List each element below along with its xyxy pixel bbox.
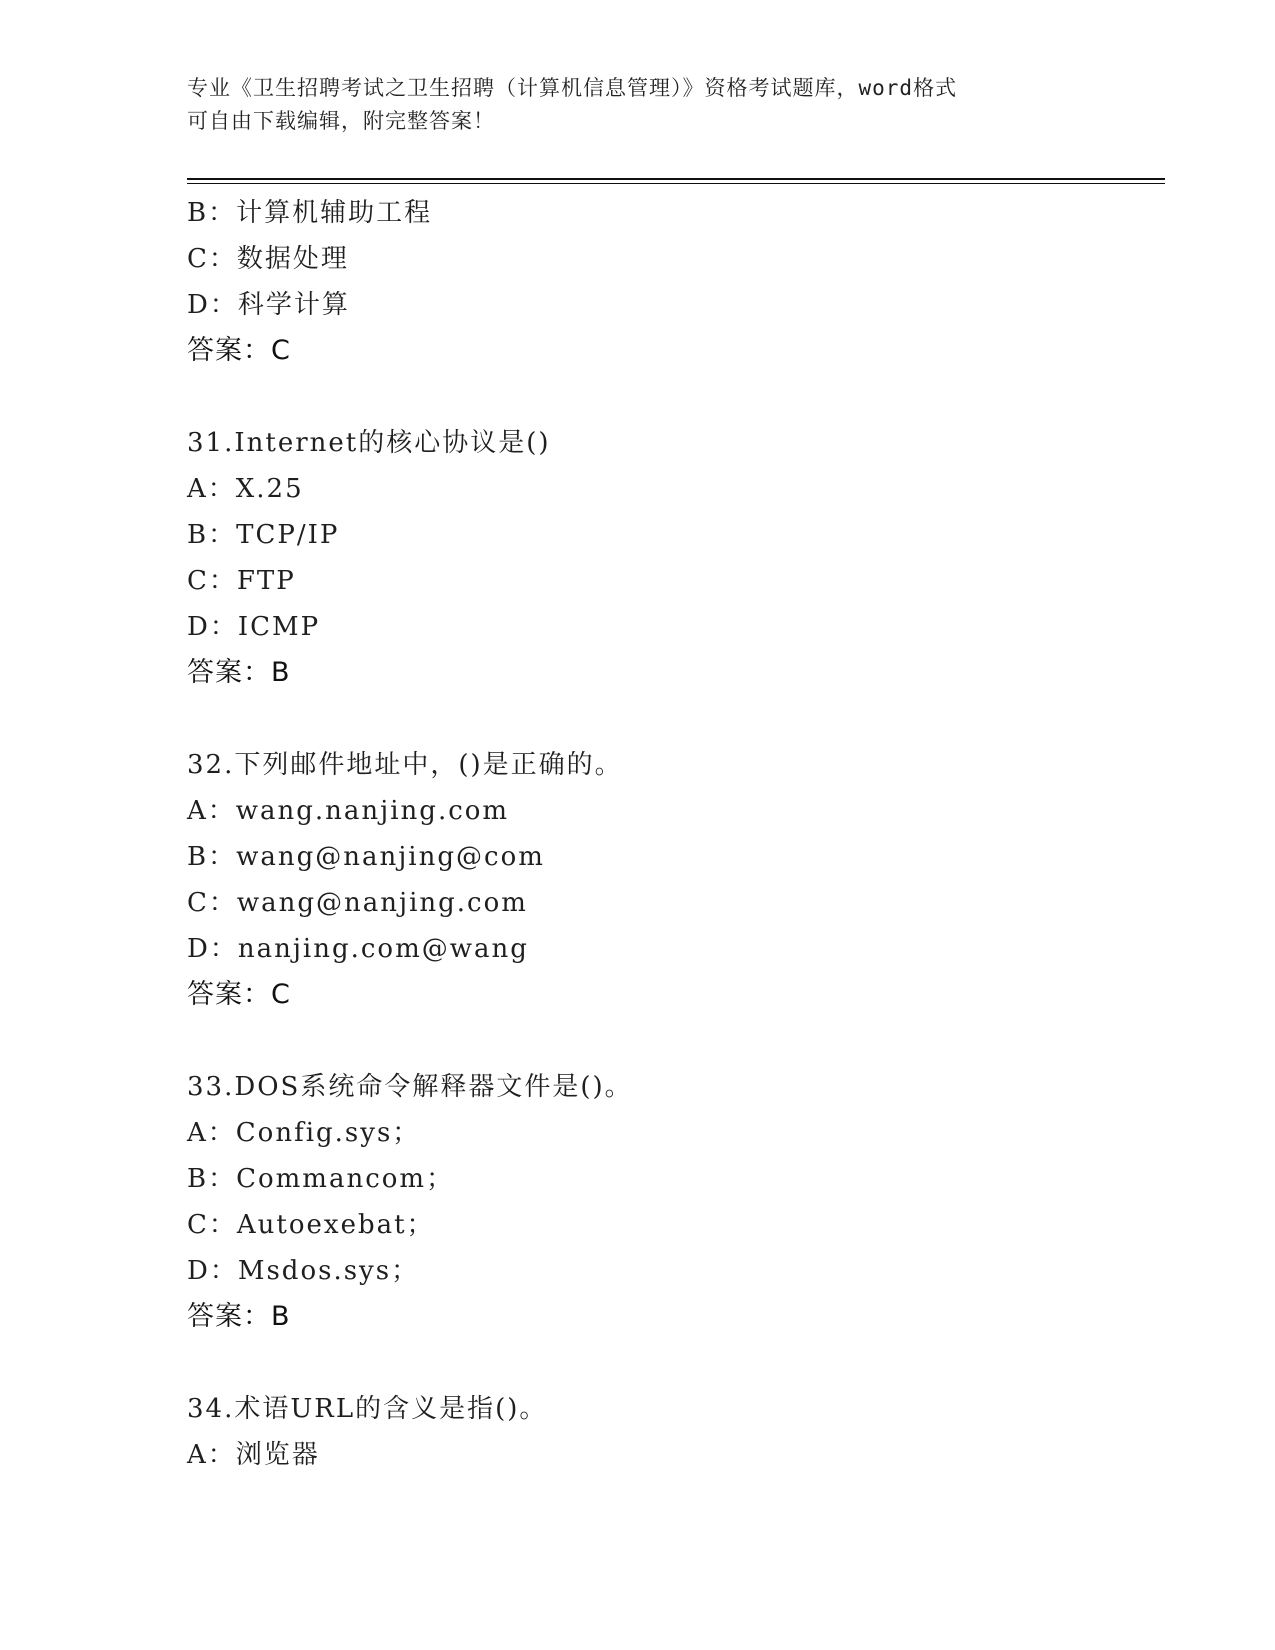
option-b: B：计算机辅助工程 [187, 198, 433, 228]
question-31 [187, 420, 1167, 696]
option-d: D：Msdos.sys； [187, 1256, 420, 1286]
question-title: 32.下列邮件地址中，()是正确的。 [187, 750, 623, 780]
option-d: D：科学计算 [187, 290, 350, 320]
spacer [187, 1340, 1167, 1386]
question-title: 31.Internet的核心协议是() [187, 428, 551, 458]
spacer [187, 1018, 1167, 1064]
spacer [187, 374, 1167, 420]
option-c: C：Autoexebat； [187, 1210, 435, 1240]
question-32 [187, 742, 1167, 1018]
question-title: 33.DOS系统命令解释器文件是()。 [187, 1072, 633, 1102]
answer-line: 答案：C [187, 335, 291, 366]
option-a: A：wang.nanjing.com [187, 796, 510, 826]
option-a: A：Config.sys； [187, 1118, 421, 1148]
option-d: D：nanjing.com@wang [187, 934, 529, 964]
question-33 [187, 1064, 1167, 1340]
option-c: C：数据处理 [187, 244, 349, 274]
header-divider-thick [187, 178, 1165, 180]
option-b: B：wang@nanjing@com [187, 842, 545, 872]
question-34 [187, 1386, 1167, 1478]
header-line-1: 专业《卫生招聘考试之卫生招聘（计算机信息管理）》资格考试题库，word格式 [187, 76, 958, 100]
question-30-continued [187, 190, 1167, 374]
option-c: C：wang@nanjing.com [187, 888, 528, 918]
option-a: A：X.25 [187, 474, 304, 504]
question-list [187, 190, 1167, 1478]
option-d: D：ICMP [187, 612, 321, 642]
option-c: C：FTP [187, 566, 296, 596]
header-divider-thin [187, 183, 1165, 184]
document-header [187, 72, 1067, 138]
answer-line: 答案：C [187, 979, 291, 1010]
option-b: B：Commancom； [187, 1164, 455, 1194]
header-line-2: 可自由下载编辑，附完整答案！ [187, 109, 495, 133]
spacer [187, 696, 1167, 742]
answer-line: 答案：B [187, 1301, 291, 1332]
answer-line: 答案：B [187, 657, 291, 688]
option-a: A：浏览器 [187, 1440, 320, 1470]
question-title: 34.术语URL的含义是指()。 [187, 1394, 548, 1424]
option-b: B：TCP/IP [187, 520, 340, 550]
